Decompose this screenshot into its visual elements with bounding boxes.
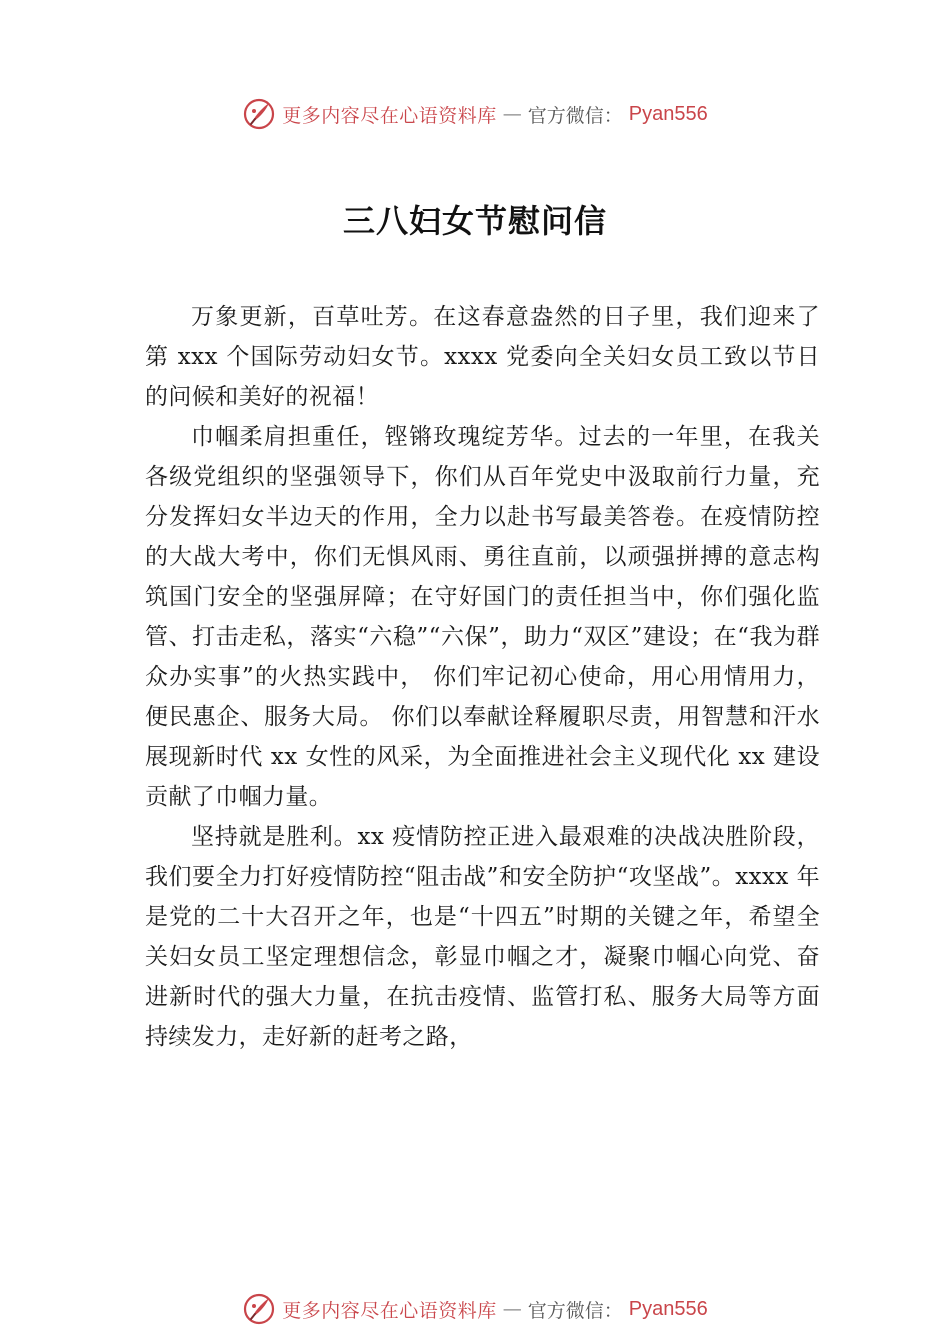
banner-brand-text: 更多内容尽在心语资料库 [282,1299,497,1322]
banner-separator: — [502,103,522,125]
header-banner [0,94,950,134]
footer-banner [0,1289,950,1329]
banner-separator: — [502,1298,522,1320]
paragraph-2: 巾帼柔肩担重任，铿锵玫瑰绽芳华。过去的一年里，在我关各级党组织的坚强领导下，你们从百年党史中汲取前行力量，充分发挥妇女半边天的作用，全力以赴书写最美答卷。在疫情防控的大战大考中，你们无惧风雨、勇往直前，以顽强拼搏的意志构筑国门安全的坚强屏障；在守好国门的责任担当中，你们强化监管、打击走私，落实“六稳”“六保”，助力“双区”建设；在“我为群众办实事”的火热实践中， 你们牢记初心使命，用心用情用力，便民惠企、服务大局。 你们以奉献诠释履职尽责，用智慧和汗水展现新时代 xx 女性的风采，为全面推进社会主义现代化 xx 建设贡献了巾帼力量。 [145,424,820,810]
banner-brand-text: 更多内容尽在心语资料库 [282,104,497,127]
document-body [145,297,820,1057]
banner-wechat-id: Pyan556 [628,102,708,125]
banner-wechat-label: 官方微信： [527,1299,623,1322]
banner-wechat-label: 官方微信： [527,104,623,127]
document-title: 三八妇女节慰问信 [342,202,607,240]
banner-wechat-id: Pyan556 [628,1297,708,1320]
quill-pen-logo-icon [242,97,276,131]
paragraph-1: 万象更新，百草吐芳。在这春意盎然的日子里，我们迎来了第 xxx 个国际劳动妇女节。xxxx 党委向全关妇女员工致以节日的问候和美好的祝福！ [145,304,820,410]
paragraph-3: 坚持就是胜利。xx 疫情防控正进入最艰难的决战决胜阶段，我们要全力打好疫情防控“阻击战”和安全防护“攻坚战”。xxxx 年是党的二十大召开之年，也是“十四五”时期的关键之年，希望全关妇女员工坚定理想信念，彰显巾帼之才，凝聚巾帼心向党、奋进新时代的强大力量，在抗击疫情、监管打私、服务大局等方面持续发力，走好新的赶考之路， [145,824,820,1050]
quill-pen-logo-icon [242,1292,276,1326]
